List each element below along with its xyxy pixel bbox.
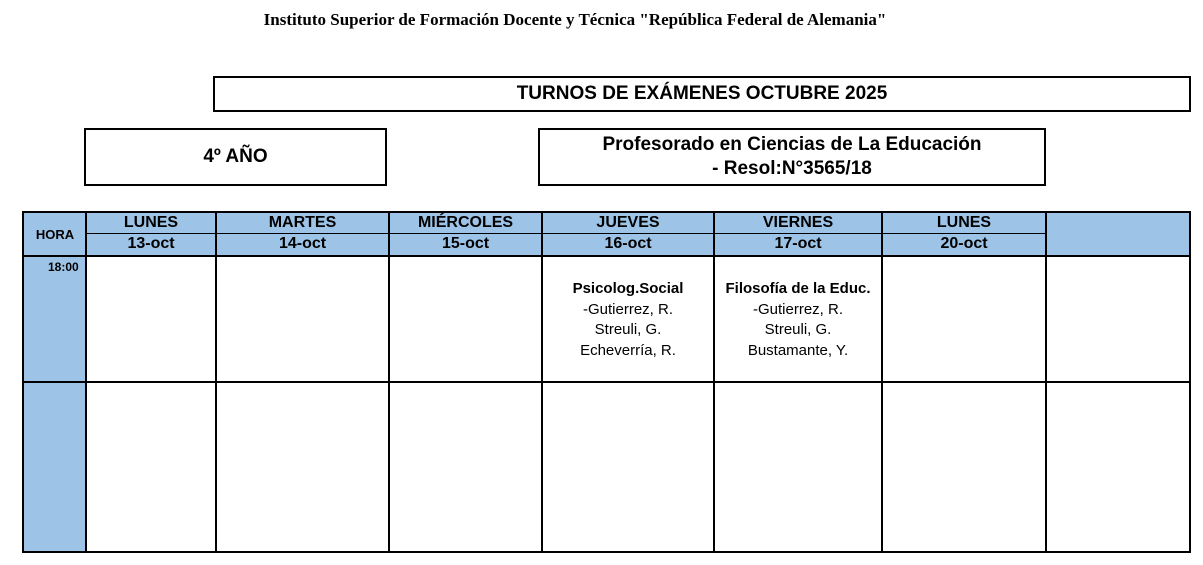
exam-examiner: Streuli, G. xyxy=(764,321,832,338)
day-name-mon-20: LUNES xyxy=(881,213,1045,234)
exam-entry-friday xyxy=(715,279,881,361)
day-date-mon-20: 20-oct xyxy=(881,234,1045,255)
exam-examiner: Streuli, G. xyxy=(594,321,662,338)
exam-entry-thursday xyxy=(543,279,713,361)
col-line-6 xyxy=(881,213,883,551)
exam-examiner: Bustamante, Y. xyxy=(747,341,849,359)
career-label xyxy=(538,128,1046,186)
col-line-1 xyxy=(85,213,87,551)
career-name: Profesorado en Ciencias de La Educación xyxy=(602,134,982,155)
col-line-7 xyxy=(1045,213,1047,551)
exam-subject: Filosofía de la Educ. xyxy=(725,280,871,297)
day-name-mon-13: LUNES xyxy=(85,213,215,234)
col-line-2 xyxy=(215,213,217,551)
exam-subject: Psicolog.Social xyxy=(572,280,684,297)
day-name-tue-14: MARTES xyxy=(215,213,388,234)
row-divider-line xyxy=(24,381,1189,383)
day-date-thu-16: 16-oct xyxy=(541,234,713,255)
exam-examiner: -Gutierrez, R. xyxy=(582,300,673,318)
day-date-wed-15: 15-oct xyxy=(388,234,541,255)
career-resolution: - Resol:N°3565/18 xyxy=(712,158,872,179)
institute-name: Instituto Superior de Formación Docente y Técnica "República Federal de Alemania" xyxy=(263,10,887,29)
exam-title: TURNOS DE EXÁMENES OCTUBRE 2025 xyxy=(213,76,1191,112)
col-line-4 xyxy=(541,213,543,551)
day-name-thu-16: JUEVES xyxy=(541,213,713,234)
header-divider-line xyxy=(86,233,1045,234)
header-bottom-line xyxy=(24,255,1189,257)
exam-examiner: Echeverría, R. xyxy=(580,341,676,359)
day-name-wed-15: MIÉRCOLES xyxy=(388,213,541,234)
time-slot: 18:00 xyxy=(48,260,79,274)
day-date-fri-17: 17-oct xyxy=(713,234,881,255)
col-line-3 xyxy=(388,213,390,551)
year-label: 4º AÑO xyxy=(84,128,387,186)
day-name-fri-17: VIERNES xyxy=(713,213,881,234)
exam-schedule-table xyxy=(22,211,1191,553)
day-date-tue-14: 14-oct xyxy=(215,234,388,255)
day-date-mon-13: 13-oct xyxy=(85,234,215,255)
col-line-5 xyxy=(713,213,715,551)
hora-header: HORA xyxy=(35,226,75,242)
exam-examiner: -Gutierrez, R. xyxy=(752,300,843,318)
